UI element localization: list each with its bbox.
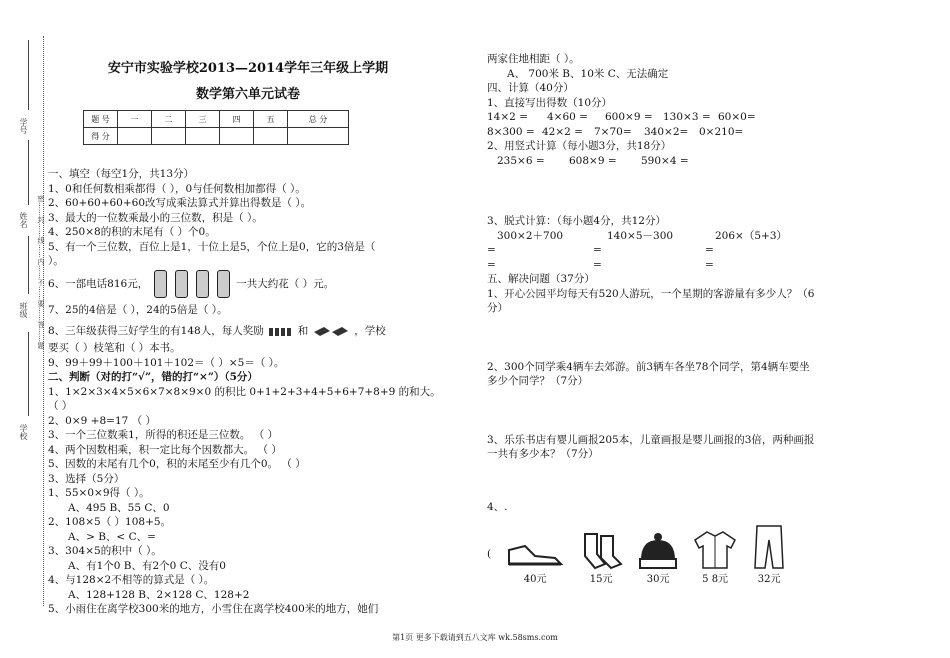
calc-row [487, 229, 887, 244]
equals-sign: = [593, 244, 602, 256]
price-label: 40元 [523, 574, 547, 585]
phone-icon [154, 270, 167, 298]
calc-item: 608×9 = [569, 154, 617, 167]
calc-item: 4×60 = [547, 111, 588, 123]
price-label: 15元 [589, 574, 613, 585]
score-cell: 二 [152, 111, 186, 128]
calc-item: 590×4 = [641, 154, 689, 167]
calc-item: 60×0= [718, 111, 756, 123]
question: 2、60+60+60+60改写成乘法算式并算出得数是（ ）。 [48, 197, 312, 209]
calc-row [487, 154, 887, 169]
phone-icon [196, 270, 209, 298]
books-icon [312, 324, 350, 338]
problem: 2、300个同学乘4辆车去郊游。前3辆车各坐78个同学，第4辆车要坐 [487, 360, 810, 373]
calc-item: 14×2 = [487, 111, 528, 123]
left-column [48, 56, 448, 617]
price-label: 30元 [646, 574, 670, 585]
phone-icon [217, 270, 230, 298]
problem: 多少个同学？（7分） [487, 375, 589, 387]
calc-item: 235×6 = [497, 154, 545, 167]
section-heading: 3、选择（5分） [48, 472, 125, 485]
question: （ ） [48, 400, 73, 412]
question-text: 一共大约花（ ）元。 [236, 278, 335, 290]
question: 1、1×2×3×4×5×6×7×8×9×0 的积比 0+1+2+3+4+5+6+7+8+9 的和大。 [48, 385, 441, 398]
calc-row [487, 110, 887, 125]
equals-sign: = [705, 258, 714, 271]
student-number-label: 学号 [19, 118, 28, 134]
question: 9、99＋99＋100＋101＋102＝（ ）×5＝（ ）。 [48, 356, 285, 369]
score-cell: 题 号 [84, 111, 118, 128]
score-cell: 得 分 [84, 128, 118, 145]
calc-item: 7×70= [594, 125, 632, 138]
question-text: 6、一部电话816元， [48, 278, 149, 290]
subsection-heading: 3、脱式计算：（每小题4分，共12分） [487, 215, 666, 227]
equals-row [487, 258, 887, 273]
shopping-items [487, 524, 887, 585]
student-number-line [28, 40, 29, 110]
equals-sign: = [593, 258, 602, 271]
question: 3、最大的一位数乘最小的三位数，积是（ ）。 [48, 211, 263, 224]
equals-sign: = [487, 258, 496, 271]
price-label: 32元 [757, 574, 781, 585]
question-text: 和 [297, 324, 309, 337]
question: 4、250×8的积的末尾有（ ）个0。 [48, 226, 216, 238]
exam-title: 安宁市实验学校2013—2014学年三年级上学期 [107, 61, 389, 76]
name-label: 姓名 [19, 212, 28, 228]
calc-item: 600×9 = [605, 111, 653, 123]
section-heading: 一、填空（每空1分，共13分） [48, 168, 195, 180]
score-cell[interactable] [254, 128, 288, 145]
score-cell: 三 [186, 111, 220, 128]
shoes-icon [505, 536, 565, 570]
question-text: 8、三年级获得三好学生的有148人，每人奖励 [48, 324, 264, 337]
score-cell: 一 [118, 111, 152, 128]
equals-row [487, 243, 887, 258]
calc-item: 206×（5+3） [715, 229, 787, 242]
question: 1、0和任何数相乘都得（ ），0与任何数相加都得（ ）。 [48, 182, 306, 195]
shirt-item [693, 530, 737, 585]
calc-item: 130×3 = [663, 111, 711, 123]
options: A、495 B、55 C、0 [68, 501, 170, 514]
phone-icon [175, 270, 188, 298]
subsection-heading: 1、直接写出得数（10分） [487, 96, 613, 109]
hat-icon [637, 532, 679, 570]
pencils-icon [268, 325, 294, 337]
question: 1、55×0×9得（ ）。 [48, 487, 150, 499]
class-label: 班级 [19, 302, 28, 318]
question: 两家住地相距（ ）。 [487, 53, 580, 65]
calc-item: 140×5－300 [607, 229, 674, 242]
section-heading: 四、计算（40分） [487, 82, 574, 94]
seal-text: 密……封……线……内……不……要……答……题 [37, 195, 45, 349]
pants-icon [751, 524, 787, 570]
score-cell[interactable] [186, 128, 220, 145]
equals-sign: = [705, 244, 714, 256]
options: A、有1个0 B、有2个0 C、没有0 [68, 559, 226, 572]
options: A、128+128 B、2×128 C、128+2 [68, 588, 250, 601]
score-cell[interactable] [220, 128, 254, 145]
calc-item: 0×210= [699, 125, 744, 138]
question: ）。 [48, 255, 64, 267]
question: 5、因数的末尾有几个0，积的末尾至少有几个0。 （ ） [48, 458, 306, 470]
calc-row [487, 125, 887, 140]
calc-item: 8×300 = [487, 125, 535, 138]
hat-item [637, 532, 679, 585]
question: 4、与128×2不相等的算式是（ ）。 [48, 574, 215, 586]
score-cell[interactable] [288, 128, 349, 145]
question: 要买（ ）枝笔和（ ）本书。 [48, 342, 181, 354]
score-cell[interactable] [152, 128, 186, 145]
question: 3、304×5的积中（ ）。 [48, 545, 162, 557]
question-text: ，学校 [354, 324, 386, 337]
problem: 一共有多少本？（7分） [487, 448, 599, 460]
shoes-item [505, 536, 565, 585]
question: 3、一个三位数乘1，所得的积还是三位数。 （ ） [48, 429, 279, 441]
section-heading: 五、解决问题（37分） [487, 273, 595, 285]
exam-subtitle: 数学第六单元试卷 [195, 87, 300, 102]
score-cell: 五 [254, 111, 288, 128]
page-footer: 第1页 更多下载请到五八文库 wk.58sms.com [392, 633, 558, 642]
question: 2、0×9 +8=17 （ ） [48, 414, 156, 427]
section-heading: 二、判断（对的打“√”，错的打“×”）（5分） [48, 371, 258, 383]
shirt-icon [693, 530, 737, 570]
question: 4、两个因数相乘，积一定比每个因数都大。 （ ） [48, 443, 282, 456]
score-table-score-row [84, 128, 349, 145]
question: 7、25的4倍是（ ），24的5倍是（ ）。 [48, 303, 228, 316]
class-line [28, 236, 29, 294]
price-label: 5 8元 [702, 574, 729, 585]
socks-item [579, 532, 623, 585]
score-cell: 四 [220, 111, 254, 128]
calc-item: 340×2= [644, 125, 689, 138]
problem: 4、. [487, 500, 508, 513]
question: 5、有一个三位数，百位上是1，十位上是5，个位上是0，它的3倍是（ [48, 240, 376, 253]
score-table-header-row [84, 111, 349, 128]
problem: 3、乐乐书店有婴儿画报205本，儿童画报是婴儿画报的3倍，两种画报 [487, 433, 815, 446]
phones-illustration [154, 270, 230, 298]
score-table [83, 110, 349, 145]
problem: 分） [487, 302, 508, 314]
calc-item: 42×2 = [542, 125, 583, 138]
pants-item [751, 524, 787, 585]
question-awards [48, 321, 448, 341]
question-phone [48, 269, 448, 299]
paren-mark: ( [487, 548, 492, 561]
score-cell[interactable] [118, 128, 152, 145]
socks-icon [579, 532, 623, 570]
subsection-heading: 2、用竖式计算（每小题3分，共18分） [487, 140, 672, 152]
question: 2、108×5（ ）108+5。 [48, 516, 172, 528]
problem: 1、开心公园平均每天有520人游玩，一个星期的客游量有多少人？（6 [487, 287, 815, 300]
name-line [28, 140, 29, 205]
calc-item: 300×2＋700 [497, 229, 564, 242]
question: 5、小雨住在离学校300米的地方，小雪住在离学校400米的地方，她们 [48, 603, 379, 615]
score-cell: 总 分 [288, 111, 349, 128]
right-column [487, 52, 887, 585]
school-line [28, 332, 29, 416]
options: A、 700米 B、10米 C、无法确定 [507, 67, 669, 80]
options: A、> B、< C、= [68, 530, 156, 543]
equals-sign: = [487, 244, 496, 256]
school-label: 学校 [19, 424, 28, 440]
